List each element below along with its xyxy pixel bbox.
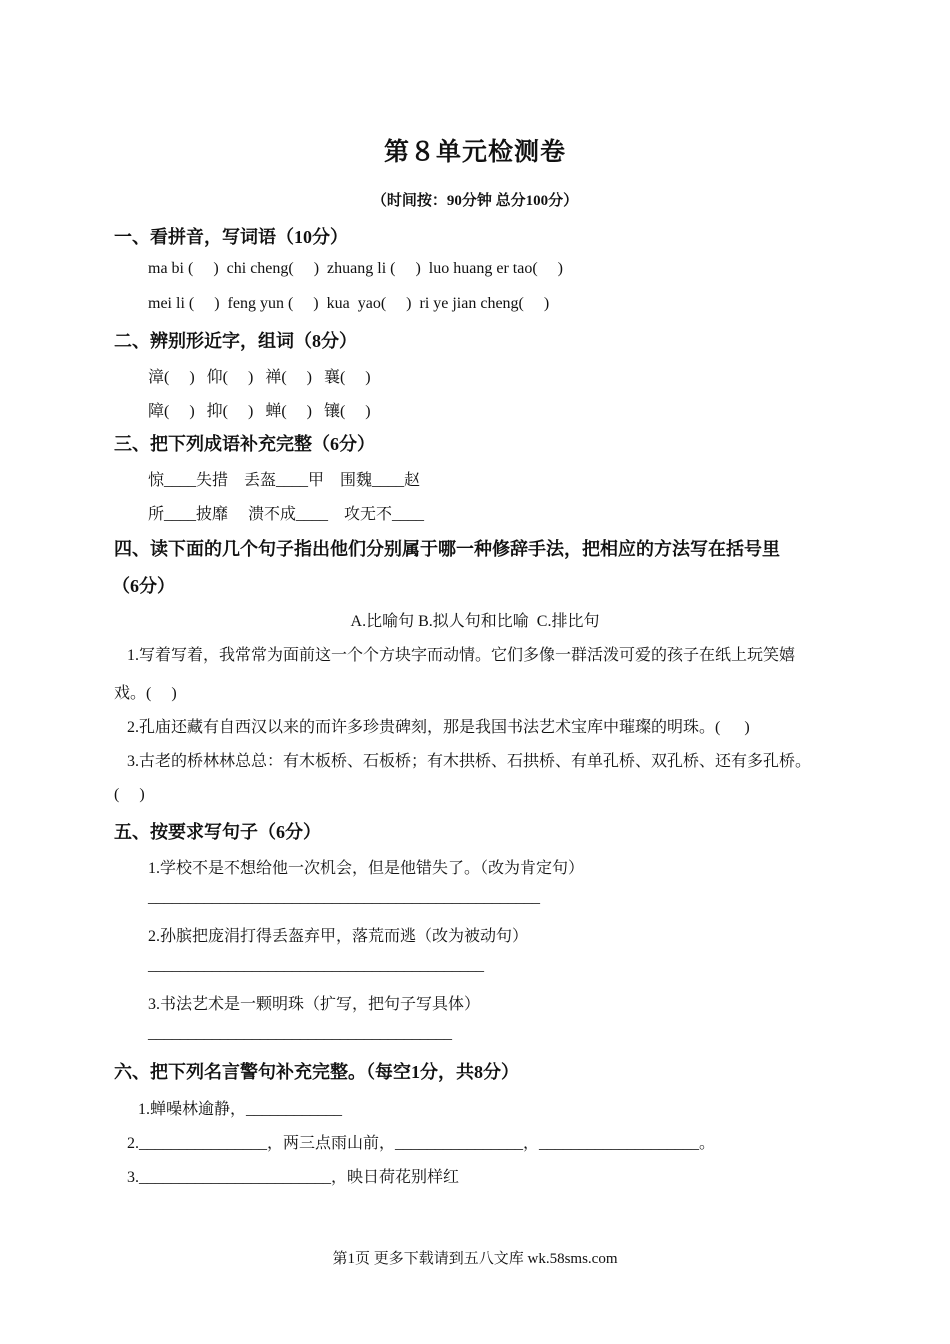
question-5-1: 1.学校不是不想给他一次机会，但是他错失了。（改为肯定句） bbox=[148, 860, 585, 877]
pinyin-line-2: mei li ( ) feng yun ( ) kua yao( ) ri ye jian cheng( ) bbox=[148, 295, 550, 312]
section-1-heading: 一、看拼音，写词语（10分） bbox=[114, 227, 348, 247]
section-4-heading-score: （6分） bbox=[112, 576, 175, 596]
question-4-3-continued: ( ) bbox=[114, 786, 145, 803]
answer-line-5-1: _________________________________________________ bbox=[148, 889, 540, 906]
page-title: 第８单元检测卷 bbox=[383, 139, 566, 166]
idioms-line-1: 惊____失措 丢盔____甲 围魏____赵 bbox=[148, 472, 421, 489]
question-4-1: 1.写着写着，我常常为面前这一个个方块字而动情。它们多像一群活泼可爱的孩子在纸上玩笑嬉 bbox=[127, 647, 796, 664]
question-5-3: 3.书法艺术是一颗明珠（扩写，把句子写具体） bbox=[148, 996, 481, 1013]
question-6-2: 2.________________，两三点雨山前，________________，____________________。 bbox=[127, 1135, 716, 1152]
rhetoric-options: A.比喻句 B.拟人句和比喻 C.排比句 bbox=[350, 613, 600, 630]
idioms-line-2: 所____披靡 溃不成____ 攻无不____ bbox=[148, 506, 425, 523]
question-4-1-continued: 戏。( ) bbox=[114, 685, 177, 702]
pinyin-line-1: ma bi ( ) chi cheng( ) zhuang li ( ) luo huang er tao( ) bbox=[148, 260, 563, 277]
question-4-3: 3.古老的桥林林总总：有木板桥、石板桥；有木拱桥、石拱桥、有单孔桥、双孔桥、还有多孔桥。 bbox=[127, 753, 812, 770]
characters-line-1: 漳( ) 仰( ) 禅( ) 襄( ) bbox=[148, 369, 371, 386]
page-footer: 第1页 更多下载请到五八文库 wk.58sms.com bbox=[332, 1251, 618, 1267]
exam-info: （时间按：90分钟 总分100分） bbox=[371, 193, 579, 209]
answer-line-5-3: ______________________________________ bbox=[148, 1025, 452, 1042]
answer-line-5-2: __________________________________________ bbox=[148, 957, 484, 974]
section-6-heading: 六、把下列名言警句补充完整。（每空1分，共8分） bbox=[114, 1062, 519, 1082]
question-6-3: 3.________________________，映日荷花别样红 bbox=[127, 1169, 460, 1186]
question-6-1: 1.蝉噪林逾静，____________ bbox=[138, 1101, 343, 1118]
section-3-heading: 三、把下列成语补充完整（6分） bbox=[114, 434, 375, 454]
section-5-heading: 五、按要求写句子（6分） bbox=[114, 822, 321, 842]
question-5-2: 2.孙膑把庞涓打得丢盔弃甲，落荒而逃（改为被动句） bbox=[148, 928, 529, 945]
section-4-heading: 四、读下面的几个句子指出他们分别属于哪一种修辞手法，把相应的方法写在括号里 bbox=[114, 539, 780, 559]
section-2-heading: 二、辨别形近字，组词（8分） bbox=[114, 331, 357, 351]
characters-line-2: 障( ) 抑( ) 蝉( ) 镶( ) bbox=[148, 403, 371, 420]
question-4-2: 2.孔庙还藏有自西汉以来的而许多珍贵碑刻，那是我国书法艺术宝库中璀璨的明珠。( ) bbox=[127, 719, 750, 736]
